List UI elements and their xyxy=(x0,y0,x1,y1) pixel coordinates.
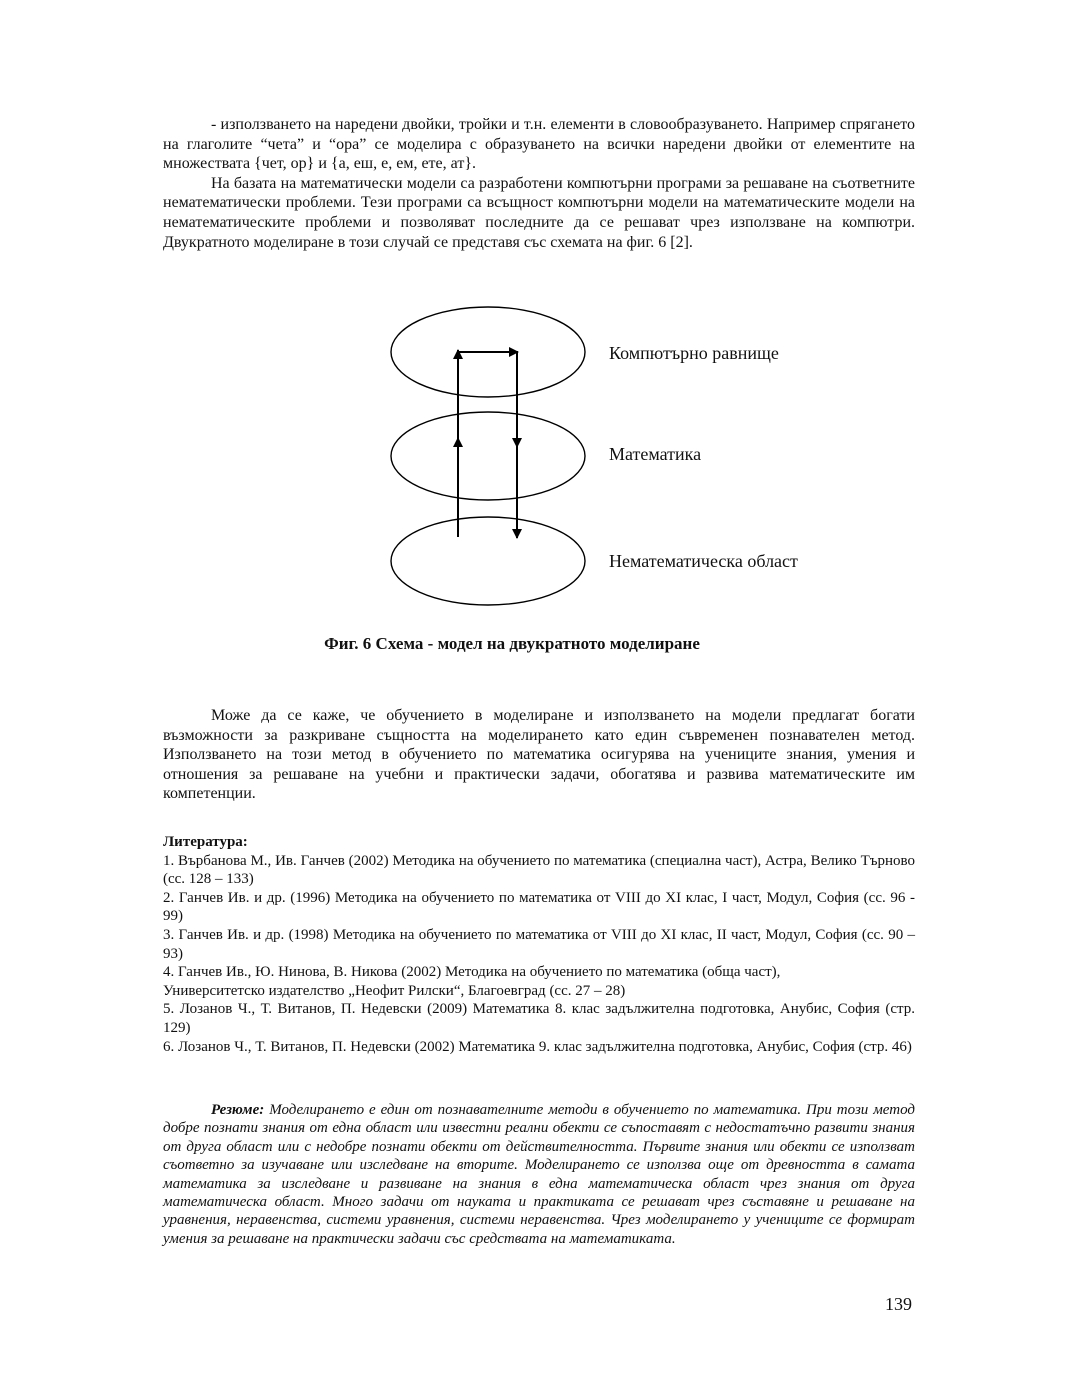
reference-item: 2. Ганчев Ив. и др. (1996) Методика на обучението по математика от VIII до XI клас, I част, Модул, София (сс. 96 - 99) xyxy=(163,889,915,925)
summary xyxy=(163,1101,915,1248)
page-number: 139 xyxy=(885,1294,912,1314)
paragraph: Може да се каже, че обучението в моделиране и използването на модели предлагат богати възможности за разкриване същността на моделирането като един съвременен познавателен метод. Използването на този метод в обучението по математика осигурява на учениците знания, умения и отношения за решаване на учебни и практически задачи, обогатява и развива математическите им компетенции. xyxy=(163,707,915,803)
summary-label: Резюме: xyxy=(211,1102,265,1118)
paragraph: - използването на наредени двойки, тройки и т.н. елементи в словообразуването. Например спрягането на глаголите “чета” и “ора” се моделира с образуването на всички наредени двойки от елементите на множествата {чет, ор} и {а, еш, е, ем, ете, ат}. xyxy=(163,116,915,173)
conclusion-text xyxy=(163,706,915,804)
summary-text: Моделирането е един от познавателните методи в обучението по математика. При този метод добре познати знания от една област или известни реални обекти се съпоставят с недостатъчно развити знания от друга област или с недобре познати обекти от действителността. Първите знания или обекти се използват съответно за изучаване или изследване на вторите. Моделирането се използва още от древността в самата математика за изследване и развиване на знания в една математическа област чрез знания от друга математическа област. Много задачи от науката и практиката се решават чрез съставяне и решаване на уравнения, неравенства, системи уравнения, системи неравенства. Чрез моделирането у учениците се формират умения за решаване на практически задачи със средствата на математиката. xyxy=(163,1102,915,1247)
label-mathematics: Математика xyxy=(609,444,702,464)
reference-item: 5. Лозанов Ч., Т. Витанов, П. Недевски (2009) Математика 8. клас задължителна подготовка, Анубис, София (стр. 129) xyxy=(163,1001,915,1036)
references-heading: Литература: xyxy=(163,834,248,850)
label-non-math-domain: Нематематическа област xyxy=(609,551,798,571)
ellipse-non-math-domain xyxy=(391,517,585,605)
references xyxy=(163,833,915,1056)
reference-item: 6. Лозанов Ч., Т. Витанов, П. Недевски (2002) Математика 9. клас задължителна подготовка, Анубис, София (стр. 46) xyxy=(163,1038,912,1055)
paragraph: На базата на математически модели са разработени компютърни програми за решаване на съответните нематематически проблеми. Тези програми са всъщност компютърни модели на математическите модели на нематематическите проблеми и позволяват последните да се решават чрез използване на компютри. Двукратното моделиране в този случай се представя със схемата на фиг. 6 [2]. xyxy=(163,174,915,251)
intro-text xyxy=(163,115,915,252)
reference-item: 1. Върбанова М., Ив. Ганчев (2002) Методика на обучението по математика (специална част), Астра, Велико Търново (сс. 128 – 133) xyxy=(163,852,915,888)
ellipse-mathematics xyxy=(391,412,585,500)
two-level-modeling-diagram xyxy=(380,300,620,620)
reference-item: Университетско издателство „Неофит Рилски“, Благоевград (сс. 27 – 28) xyxy=(163,982,626,999)
reference-item: 4. Ганчев Ив., Ю. Нинова, В. Никова (2002) Методика на обучението по математика (обща част), xyxy=(163,964,781,981)
label-computer-level: Компютърно равнище xyxy=(609,343,779,363)
reference-item: 3. Ганчев Ив. и др. (1998) Методика на обучението по математика от VIII до XI клас, II част, Модул, София (сс. 90 – 93) xyxy=(163,926,915,962)
figure-caption: Фиг. 6 Схема - модел на двукратното моделиране xyxy=(324,634,700,653)
